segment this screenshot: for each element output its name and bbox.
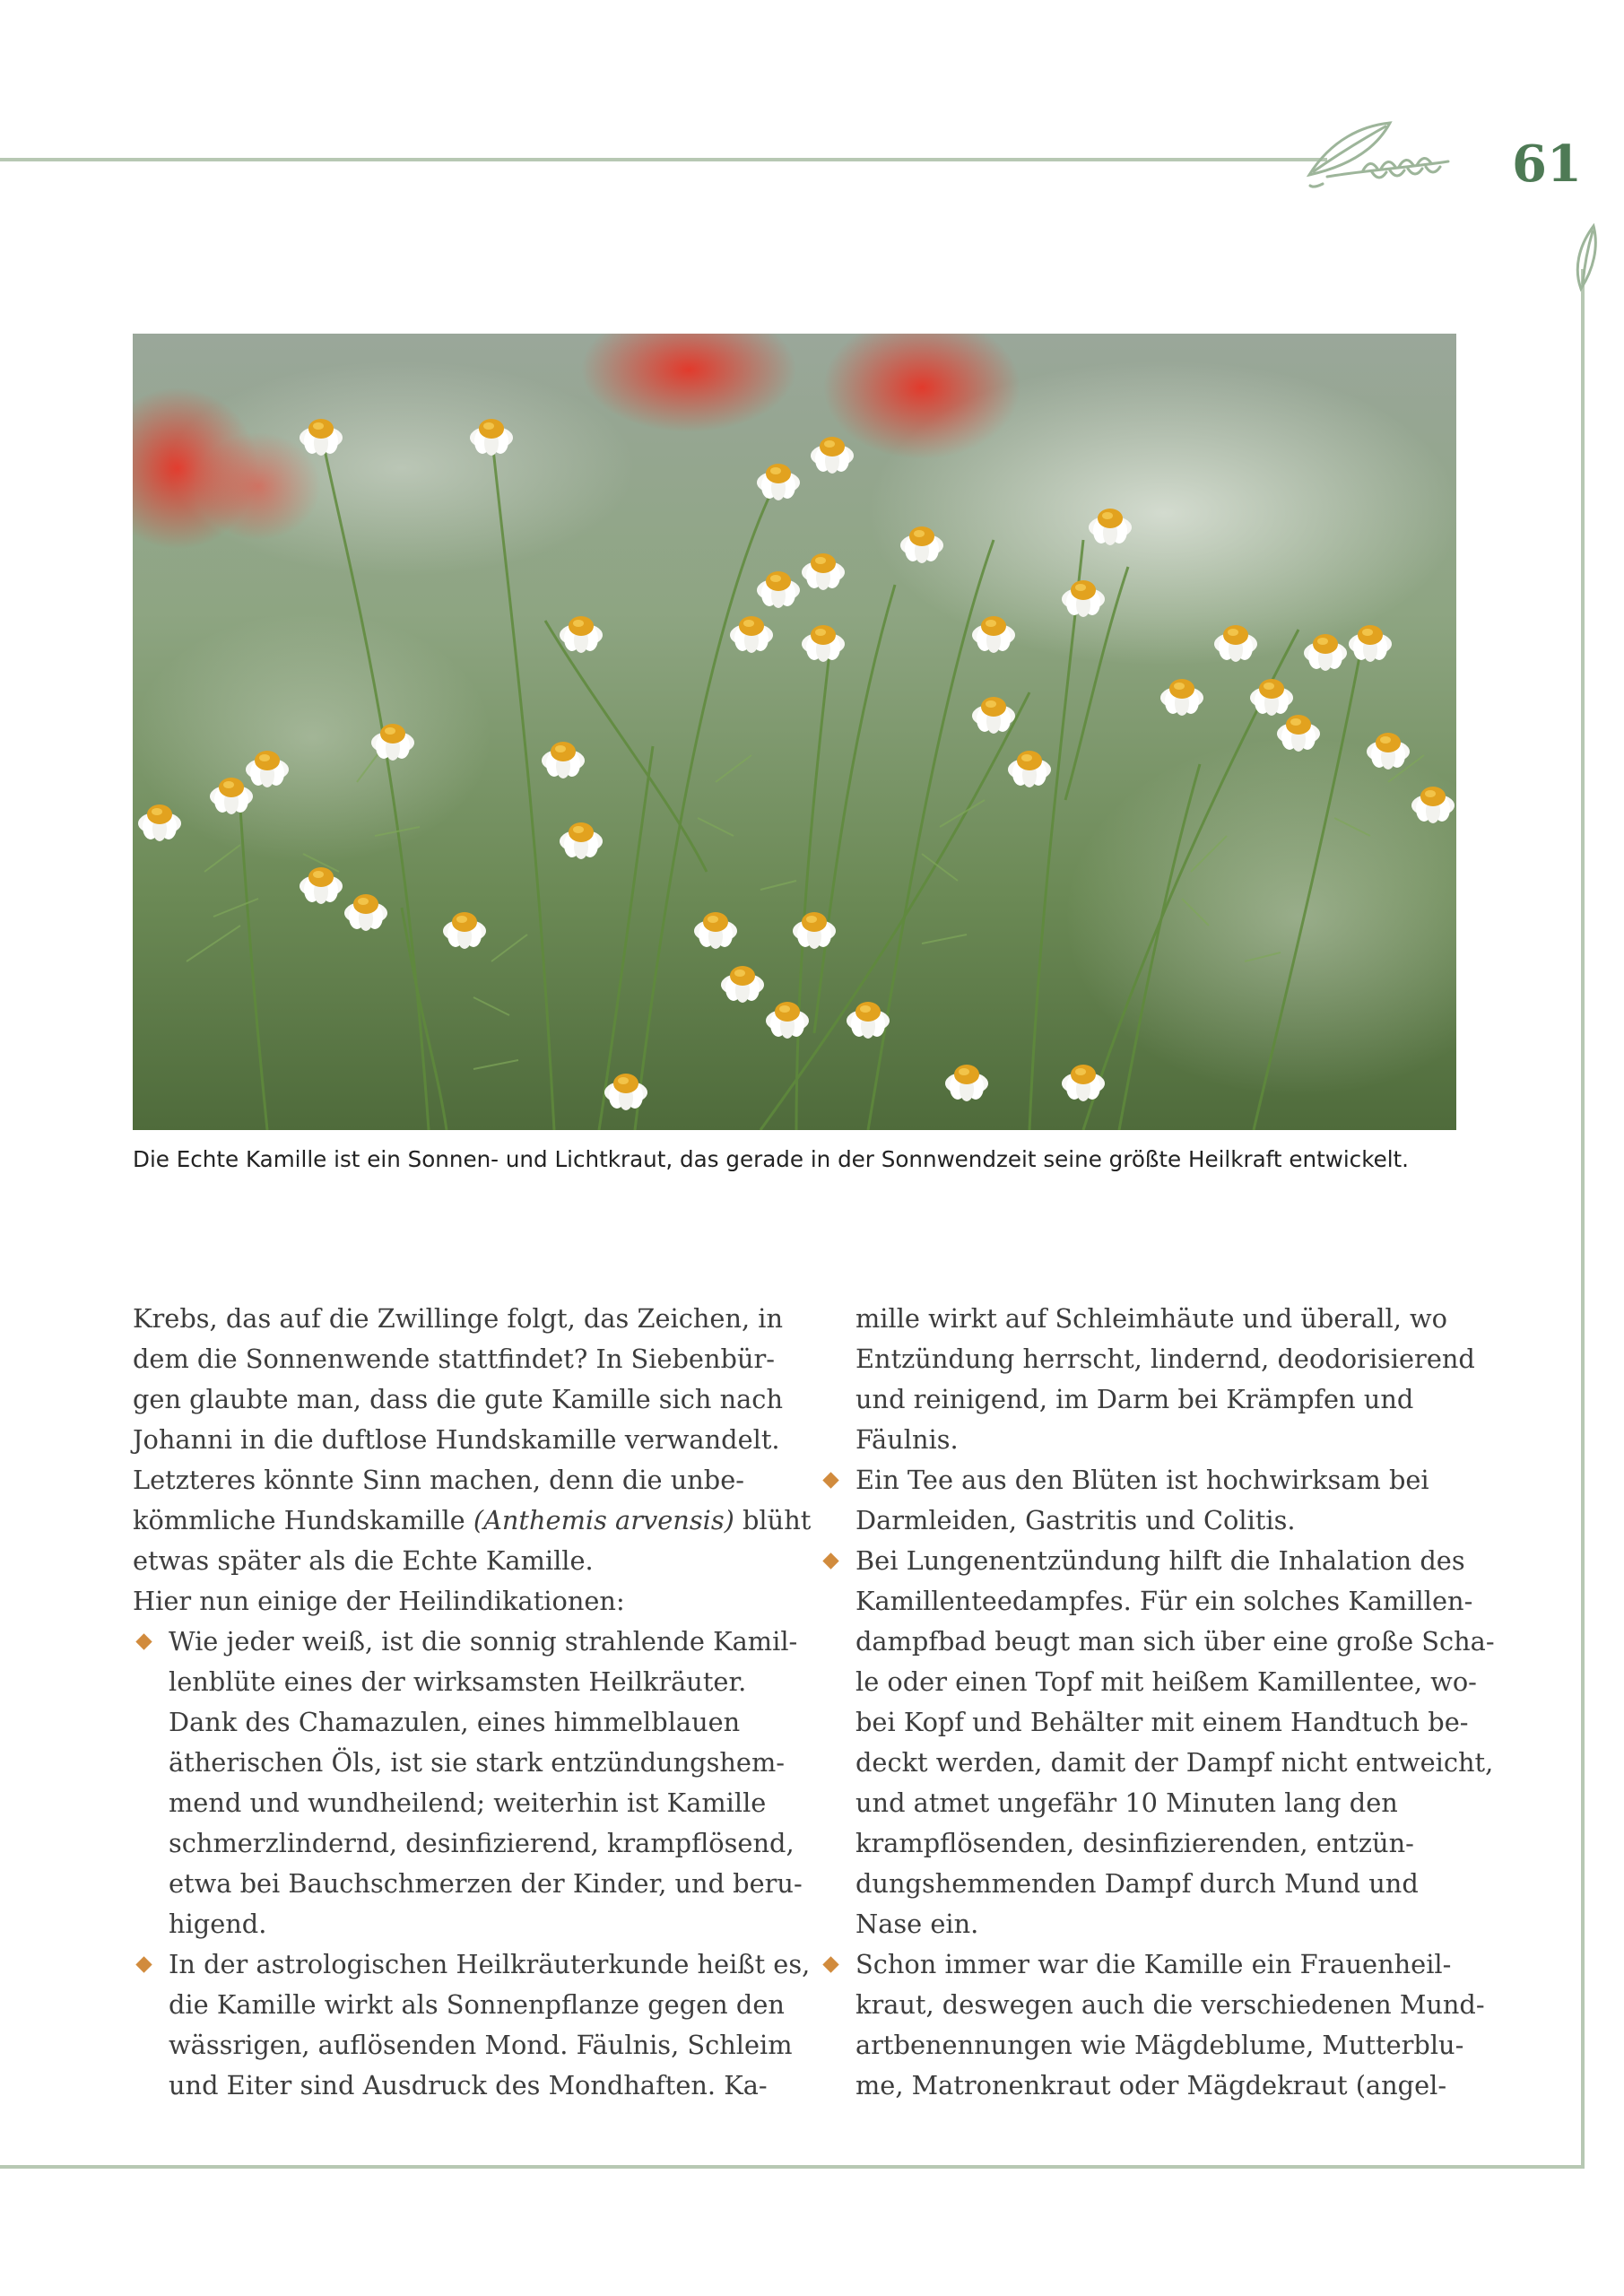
body-text-line: gen glaubte man, dass die gute Kamille sich nach [133, 1384, 783, 1414]
body-text-line: dampfbad beugt man sich über eine große Scha- [855, 1626, 1495, 1657]
photo-caption: Die Echte Kamille ist ein Sonnen- und Lichtkraut, das gerade in der Sonnwendzeit seine größte Heilkraft entwickelt. [133, 1146, 1409, 1172]
diamond-bullet-icon [135, 1956, 152, 1972]
bullet-item-line [820, 1944, 1465, 1985]
body-text-line: Kamillenteedampfes. Für ein solches Kamillen- [855, 1586, 1473, 1616]
body-text-line: Letzteres könnte Sinn machen, denn die unbe- [133, 1465, 744, 1495]
body-text-line: Nase ein. [855, 1909, 979, 1939]
bullet-item-line [820, 1460, 1465, 1500]
body-text-line: higend. [169, 1909, 267, 1939]
page-frame-right-line [1581, 269, 1585, 2166]
body-text-line: le oder einen Topf mit heißem Kamillentee, wo- [855, 1666, 1477, 1697]
body-text-line: dungshemmenden Dampf durch Mund und [855, 1868, 1419, 1899]
bullet-item-line [133, 1622, 798, 1662]
body-text-line: bei Kopf und Behälter mit einem Handtuch be- [855, 1707, 1469, 1737]
bullet-text: Wie jeder weiß, ist die sonnig strahlende Kamil- [169, 1626, 798, 1657]
text-column-right [820, 1299, 1495, 2106]
body-text-line: krampflösenden, desinfizierenden, entzün- [855, 1828, 1414, 1858]
page-number: 61 [1512, 135, 1582, 194]
diamond-bullet-icon [135, 1633, 152, 1649]
body-text-line: die Kamille wirkt als Sonnenpflanze gegen den [169, 1989, 785, 2020]
diamond-bullet-icon [822, 1956, 838, 1972]
body-text-line: und reinigend, im Darm bei Krämpfen und [855, 1384, 1414, 1414]
body-text-line: und atmet ungefähr 10 Minuten lang den [855, 1787, 1398, 1818]
body-text-line: Krebs, das auf die Zwillinge folgt, das Zeichen, in [133, 1303, 784, 1334]
body-text-line: etwa bei Bauchschmerzen der Kinder, und beru- [169, 1868, 803, 1899]
body-text-line: mille wirkt auf Schleimhäute und überall, wo [855, 1303, 1448, 1334]
leaf-sprig-icon [1291, 112, 1462, 193]
body-text-line: Fäulnis. [855, 1424, 959, 1455]
body-text-line: Dank des Chamazulen, eines himmelblauen [169, 1707, 741, 1737]
bullet-text: In der astrologischen Heilkräuterkunde heißt es, [169, 1949, 811, 1979]
body-text-line: etwas später als die Echte Kamille. [133, 1545, 594, 1576]
page-frame-bottom-line [0, 2165, 1585, 2169]
body-text-segment: blüht [734, 1505, 812, 1535]
diamond-bullet-icon [822, 1472, 838, 1488]
body-text-line: ätherischen Öls, ist sie stark entzündungshem- [169, 1747, 785, 1778]
body-text-line: Hier nun einige der Heilindikationen: [133, 1586, 625, 1616]
body-text-line [133, 1500, 812, 1541]
diamond-bullet-icon [822, 1552, 838, 1569]
body-text-line: dem die Sonnenwende stattfindet? In Siebenbür- [133, 1344, 775, 1374]
chamomile-photo [133, 334, 1456, 1130]
bullet-text: Ein Tee aus den Blüten ist hochwirksam bei [855, 1465, 1429, 1495]
body-text-line: Darmleiden, Gastritis und Colitis. [855, 1505, 1296, 1535]
body-text-line: und Eiter sind Ausdruck des Mondhaften. Ka- [169, 2070, 768, 2100]
bullet-item-line [133, 1944, 811, 1985]
bullet-text: Schon immer war die Kamille ein Frauenheil- [855, 1949, 1452, 1979]
body-text-segment: kömmliche Hundskamille [133, 1505, 473, 1535]
bullet-text: Bei Lungenentzündung hilft die Inhalation des [855, 1545, 1465, 1576]
body-text-line: artbenennungen wie Mägdeblume, Mutterblu- [855, 2030, 1464, 2060]
body-text-line: wässrigen, auflösenden Mond. Fäulnis, Schleim [169, 2030, 793, 2060]
body-text-line: Johanni in die duftlose Hundskamille verwandelt. [133, 1424, 780, 1455]
body-text-line: lenblüte eines der wirksamsten Heilkräuter. [169, 1666, 747, 1697]
body-text-line: deckt werden, damit der Dampf nicht entweicht, [855, 1747, 1494, 1778]
body-text-line: me, Matronenkraut oder Mägdekraut (angel- [855, 2070, 1447, 2100]
body-text-line: kraut, deswegen auch die verschiedenen Mund- [855, 1989, 1485, 2020]
small-leaf-icon [1556, 215, 1610, 296]
bullet-item-line [820, 1541, 1465, 1581]
body-text-line: schmerzlindernd, desinfizierend, krampflösend, [169, 1828, 795, 1858]
text-column-left [133, 1299, 812, 2106]
botanical-name: (Anthemis arvensis) [473, 1505, 734, 1535]
body-text-line: Entzündung herrscht, lindernd, deodorisierend [855, 1344, 1475, 1374]
page-frame-top-line [0, 158, 1327, 161]
body-text-line: mend und wundheilend; weiterhin ist Kamille [169, 1787, 767, 1818]
